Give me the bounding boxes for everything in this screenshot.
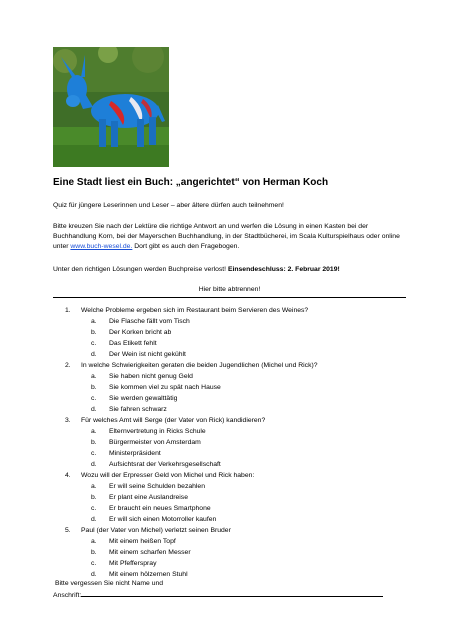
question-2 [53,360,413,371]
address-label: Anschrift: [53,592,82,599]
prize-paragraph [53,265,408,275]
answer-letter: d. [91,516,97,523]
answer-text: Das Etikett fehlt [109,340,157,347]
answer-letter: b. [91,494,97,501]
donkey-sculpture-image [53,47,169,167]
deadline-text: Einsendeschluss: 2. Februar 2019! [227,266,340,273]
answer-text: Er will sich einen Motorroller kaufen [109,516,217,523]
donkey-sculpture-photo [53,47,169,167]
answer-text: Sie kommen viel zu spät nach Hause [109,384,221,391]
question-number: 1. [65,307,71,314]
answer-text: Mit einem hölzernen Stuhl [109,571,188,578]
question-number: 4. [65,472,71,479]
answer-letter: d. [91,571,97,578]
answer-letter: d. [91,351,97,358]
answer-option-4-d[interactable] [53,514,413,525]
answer-letter: b. [91,549,97,556]
answer-option-4-b[interactable] [53,492,413,503]
answer-letter: d. [91,406,97,413]
answer-text: Ministerpräsident [109,450,161,457]
answer-text: Sie werden gewalttätig [109,395,178,402]
answer-text: Mit Pfefferspray [109,560,157,567]
answer-letter: c. [91,395,97,402]
answer-option-2-c[interactable] [53,393,413,404]
question-text: Paul (der Vater von Michel) verletzt seinen Bruder [81,527,231,534]
answer-option-5-a[interactable] [53,536,413,547]
answer-text: Der Wein ist nicht gekühlt [109,351,186,358]
answer-text: Mit einem heißen Topf [109,538,176,545]
answer-letter: c. [91,560,97,567]
answer-letter: b. [91,439,97,446]
answer-option-1-c[interactable] [53,338,413,349]
answer-letter: c. [91,450,97,457]
question-4 [53,470,413,481]
address-row [53,589,383,601]
cut-line: Hier bitte abtrennen! [53,285,406,298]
answer-letter: a. [91,538,97,545]
question-text: Wozu will der Erpresser Geld von Michel und Rick haben: [81,472,255,479]
answer-text: Er braucht ein neues Smartphone [109,505,211,512]
answer-option-4-c[interactable] [53,503,413,514]
page-title: Eine Stadt liest ein Buch: „angerichtet“ von Herman Koch [53,177,329,188]
answer-option-5-b[interactable] [53,547,413,558]
question-number: 2. [65,362,71,369]
instructions-paragraph [53,222,408,252]
answer-letter: a. [91,483,97,490]
prize-text: Unter den richtigen Lösungen werden Buchpreise verlost! [53,266,228,273]
question-5 [53,525,413,536]
answer-letter: d. [91,461,97,468]
answer-option-3-d[interactable] [53,459,413,470]
answer-option-2-a[interactable] [53,371,413,382]
question-text: Für welches Amt will Serge (der Vater von Rick) kandidieren? [81,417,266,424]
answer-letter: c. [91,340,97,347]
footer-reminder: Bitte vergessen Sie nicht Name und [55,580,164,587]
answer-letter: a. [91,373,97,380]
answer-text: Sie haben nicht genug Geld [109,373,193,380]
answer-letter: b. [91,329,97,336]
question-1 [53,305,413,316]
question-number: 5. [65,527,71,534]
address-input-line[interactable] [81,589,383,597]
answer-letter: b. [91,384,97,391]
answer-text: Er plant eine Auslandreise [109,494,188,501]
instructions-text-part1: Bitte kreuzen Sie nach der Lektüre die richtige Antwort an und werfen die Lösung in einen Kasten bei der Buchhandlung Korn, bei der Mayerschen Buchhandlung, in der Stadtbücherei, im Scala Kulturspielhaus oder online unter [53,223,400,250]
answer-text: Mit einem scharfen Messer [109,549,191,556]
answer-letter: a. [91,318,97,325]
answer-option-1-d[interactable] [53,349,413,360]
instructions-text-part2: Dort gibt es auch den Fragebogen. [132,243,240,250]
address-footer [53,578,383,601]
answer-text: Die Flasche fällt vom Tisch [109,318,190,325]
answer-text: Elternvertretung in Ricks Schule [109,428,206,435]
answer-text: Sie fahren schwarz [109,406,167,413]
question-text: In welche Schwierigkeiten geraten die beiden Jugendlichen (Michel und Rick)? [81,362,318,369]
answer-option-1-a[interactable] [53,316,413,327]
answer-option-2-d[interactable] [53,404,413,415]
answer-text: Er will seine Schulden bezahlen [109,483,205,490]
answer-option-3-b[interactable] [53,437,413,448]
answer-option-3-a[interactable] [53,426,413,437]
answer-option-4-a[interactable] [53,481,413,492]
question-text: Welche Probleme ergeben sich im Restaurant beim Servieren des Weines? [81,307,309,314]
answer-option-5-c[interactable] [53,558,413,569]
intro-text: Quiz für jüngere Leserinnen und Leser – aber ältere dürfen auch teilnehmen! [53,202,284,209]
question-number: 3. [65,417,71,424]
question-3 [53,415,413,426]
answer-letter: a. [91,428,97,435]
answer-option-1-b[interactable] [53,327,413,338]
answer-option-2-b[interactable] [53,382,413,393]
answer-text: Aufsichtsrat der Verkehrsgesellschaft [109,461,221,468]
answer-option-3-c[interactable] [53,448,413,459]
answer-letter: c. [91,505,97,512]
answer-text: Bürgermeister von Amsterdam [109,439,201,446]
website-link[interactable]: www.buch-wesel.de. [70,243,133,250]
quiz-list [53,305,413,580]
answer-text: Der Korken bricht ab [109,329,172,336]
